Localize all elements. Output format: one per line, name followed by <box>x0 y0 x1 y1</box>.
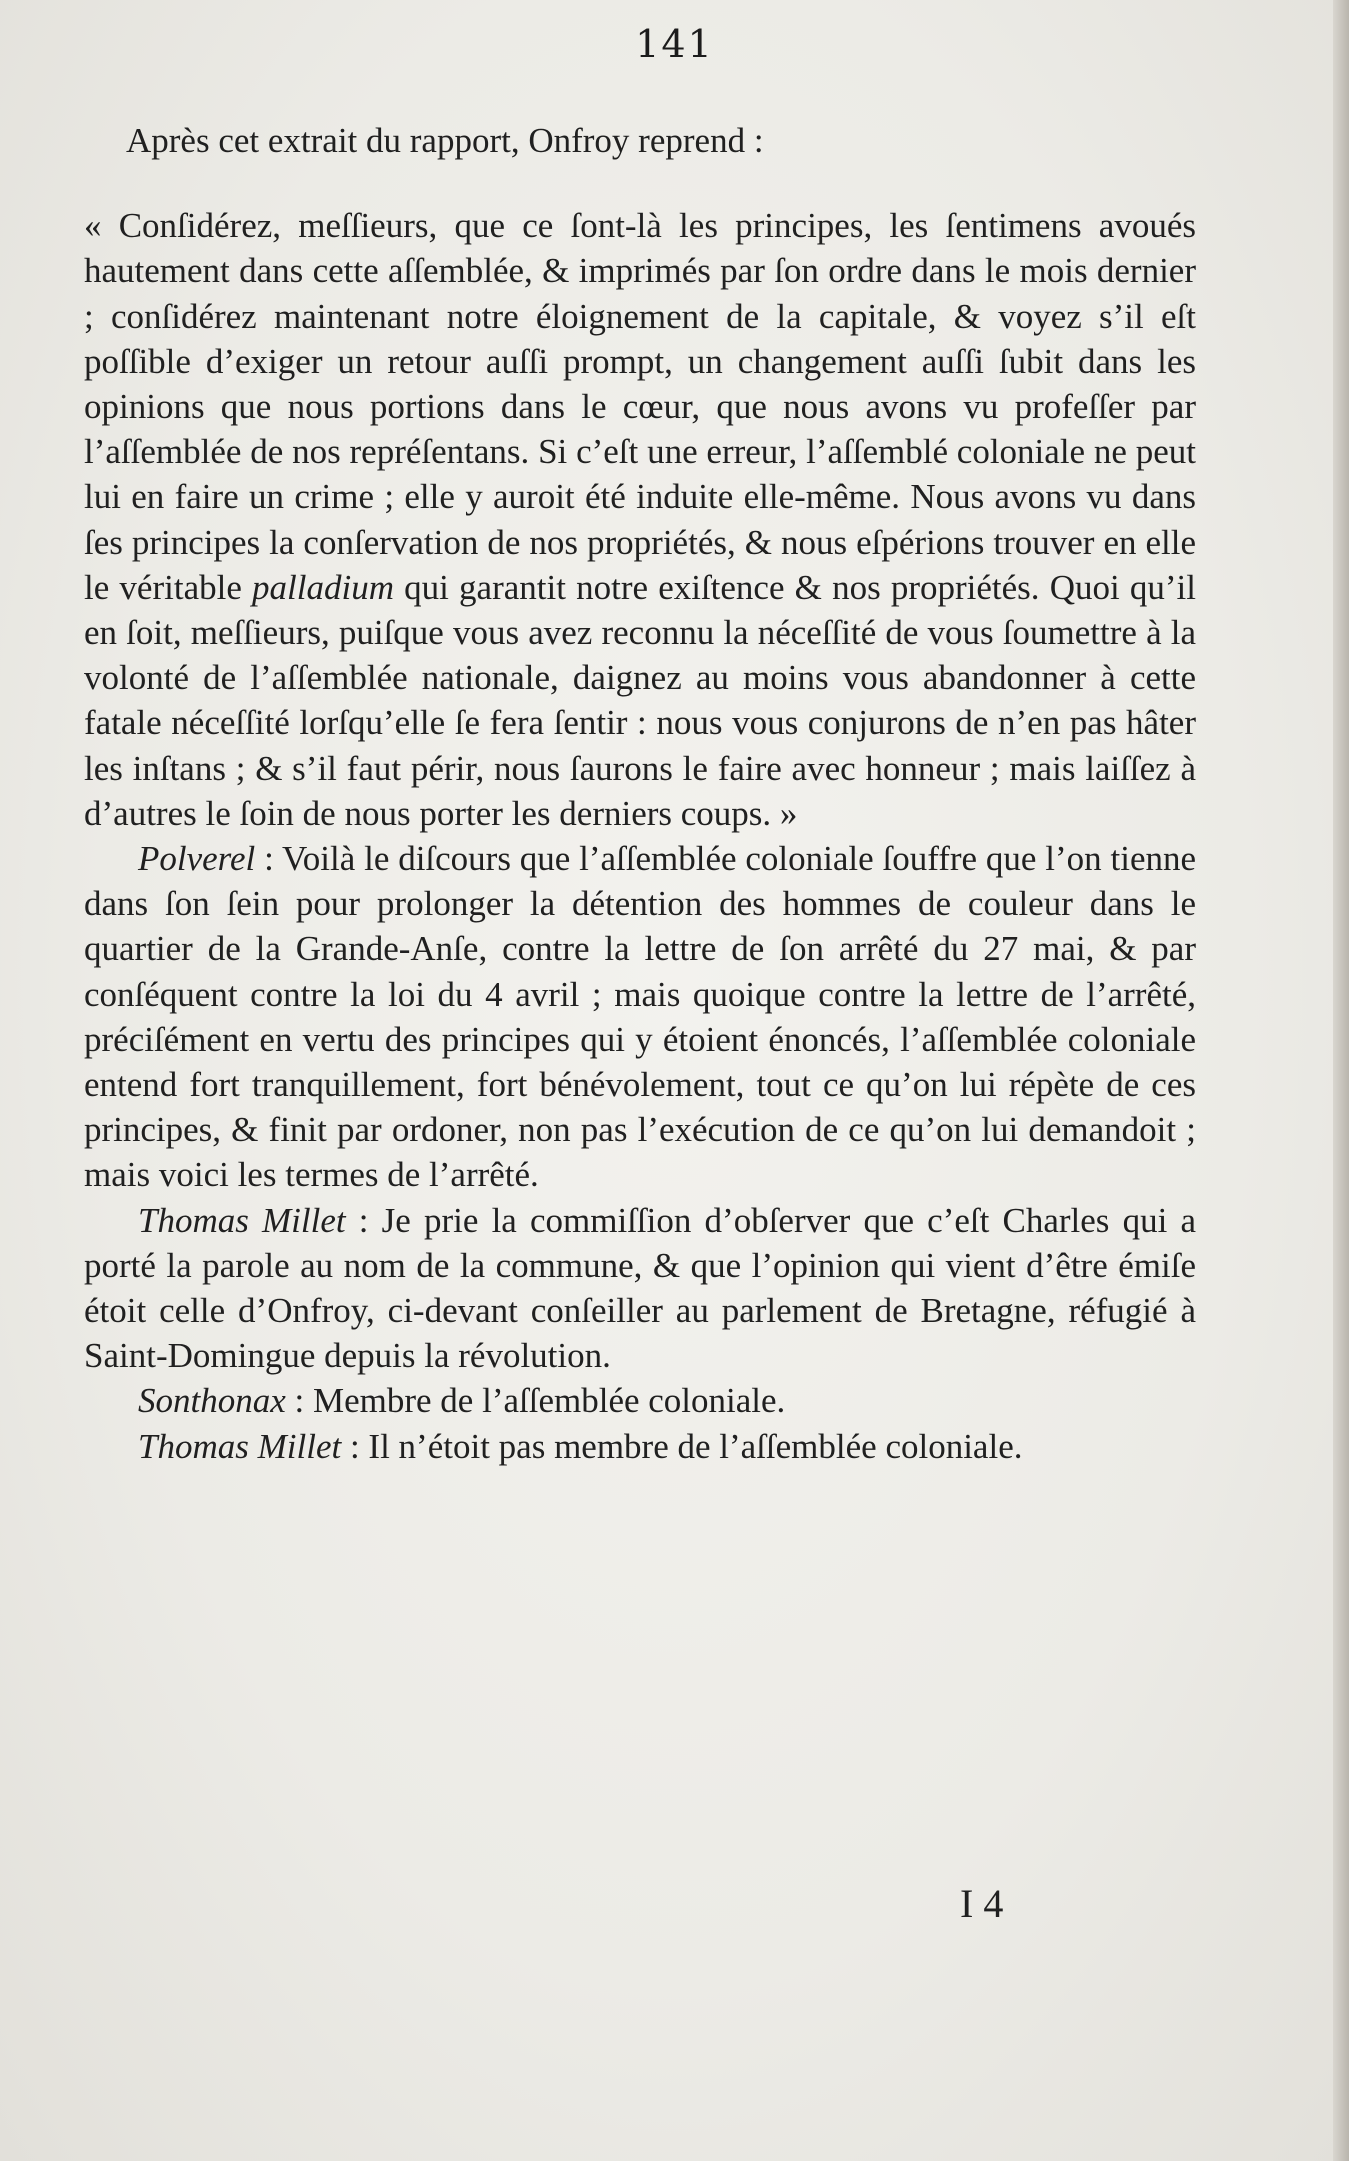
speaker-name: Polverel <box>138 839 256 879</box>
page-edge <box>1333 0 1349 2161</box>
quote-text: « Conſidérez, meſſieurs, que ce ſont-là les principes, les ſentimens avoués hautement dans cette aſſemblée, & imprimés par ſon ordre dans le mois dernier ; conſidérez maintenant notre éloignement de la capitale, & voyez s’il eſt poſſible d’exiger un retour auſſi prompt, un changement auſſi ſubit dans les opinions que nous portions dans le cœur, que nous avons vu profeſſer par l’aſſemblée de nos repréſentans. Si c’eſt une erreur, l’aſſemblé coloniale ne peut lui en faire un crime ; elle y auroit été induite elle-même. Nous avons vu dans ſes principes la conſervation de nos propriétés, & nous eſpérions trouver en elle le véritable <box>84 206 1196 607</box>
speaker-name: Sonthonax <box>138 1381 286 1421</box>
speech-text: : Il n’étoit pas membre de l’aſſemblée coloniale. <box>349 1426 1023 1466</box>
intro-line: Après cet extrait du rapport, Onfroy reprend : <box>126 121 764 160</box>
speech-text: : Membre de l’aſſemblée coloniale. <box>294 1381 786 1421</box>
page-body <box>84 118 1196 1469</box>
speech-entry-2 <box>84 1198 1196 1379</box>
speech-text: : Voilà le diſcours que l’aſſemblée coloniale ſouffre que l’on tienne dans ſon ſein pour prolonger la détention des hommes de couleur dans le quartier de la Grande-Anſe, contre la lettre de ſon arrêté du 27 mai, & par conſéquent contre la loi du 4 avril ; mais quoique contre la lettre de l’arrêté, préciſément en vertu des principes qui y étoient énoncés, l’aſſemblée coloniale entend fort tranquillement, fort bénévolement, tout ce qu’on lui répète de ces principes, & finit par ordoner, non pas l’exécution de ce qu’on lui demandoit ; mais voici les termes de l’arrêté. <box>84 839 1197 1195</box>
speech-entry-1 <box>84 836 1196 1198</box>
quoted-speech <box>84 203 1196 836</box>
speech-text: : Je prie la commiſſion d’obſerver que c’eſt Charles qui a porté la parole au nom de la commune, & que l’opinion qui vient d’être émiſe étoit celle d’Onfroy, ci-devant conſeiller au parlement de Bretagne, réfugié à Saint-Domingue depuis la révolution. <box>84 1200 1197 1376</box>
page-number: 141 <box>635 22 714 66</box>
signature-mark: I 4 <box>960 1881 1004 1926</box>
quote-italic-word: palladium <box>252 567 394 607</box>
speech-entry-4 <box>84 1424 1196 1469</box>
quote-text-end: qui garantit notre exiſtence & nos propriétés. Quoi qu’il en ſoit, meſſieurs, puiſque vous avez reconnu la néceſſité de vous ſoumettre à la volonté de l’aſſemblée nationale, daignez au moins vous abandonner à cette fatale néceſſité lorſqu’elle ſe fera ſentir : nous vous conjurons de n’en pas hâter les inſtans ; & s’il faut périr, nous ſaurons le faire avec honneur ; mais laiſſez à d’autres le ſoin de nous porter les derniers coups. » <box>84 567 1196 833</box>
speaker-name: Thomas Millet <box>138 1200 346 1240</box>
speaker-name: Thomas Millet <box>138 1426 342 1466</box>
speech-entry-3 <box>84 1378 1196 1423</box>
